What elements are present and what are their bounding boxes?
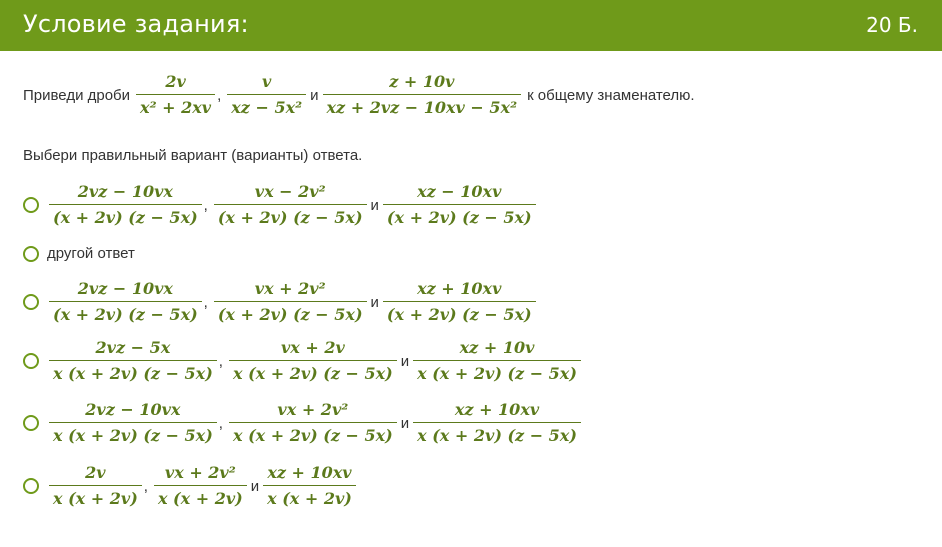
- option-fraction: [383, 182, 536, 228]
- comma-separator: ,: [218, 414, 223, 432]
- fraction-numerator: 2vz − 10vx: [77, 279, 173, 298]
- and-separator: и: [370, 196, 379, 214]
- answer-option-2[interactable]: [23, 245, 135, 262]
- radio-button[interactable]: [23, 415, 39, 431]
- answer-option-3[interactable]: [23, 279, 538, 325]
- fraction-numerator: vx + 2v²: [254, 279, 326, 298]
- fraction-denominator: xz − 5x²: [227, 94, 306, 118]
- answer-option-5[interactable]: [23, 400, 583, 446]
- fraction-numerator: 2v: [165, 72, 186, 91]
- option-fraction: [49, 279, 202, 325]
- task-fraction-1: [136, 72, 215, 118]
- option-fraction: [229, 400, 397, 446]
- task-statement: [23, 72, 699, 118]
- comma-separator: ,: [203, 196, 208, 214]
- answer-option-1[interactable]: [23, 182, 538, 228]
- task-suffix: к общему знаменателю.: [527, 86, 695, 104]
- fraction-numerator: vx + 2v: [280, 338, 345, 357]
- option-fraction: [154, 463, 247, 509]
- option-fraction: [49, 463, 142, 509]
- and-separator: и: [400, 352, 410, 370]
- option-text: другой ответ: [47, 245, 135, 262]
- comma-separator: ,: [143, 477, 148, 495]
- option-fraction: [413, 400, 581, 446]
- option-fraction: [263, 463, 356, 509]
- comma-separator: ,: [218, 352, 223, 370]
- fraction-denominator: x (x + 2v) (z − 5x): [229, 360, 397, 384]
- option-fraction: [383, 279, 536, 325]
- radio-button[interactable]: [23, 246, 39, 262]
- fraction-denominator: (x + 2v) (z − 5x): [214, 301, 367, 325]
- radio-button[interactable]: [23, 478, 39, 494]
- fraction-denominator: x (x + 2v) (z − 5x): [49, 422, 217, 446]
- radio-button[interactable]: [23, 353, 39, 369]
- fraction-denominator: (x + 2v) (z − 5x): [383, 301, 536, 325]
- fraction-denominator: (x + 2v) (z − 5x): [49, 301, 202, 325]
- option-fraction: [49, 182, 202, 228]
- option-fraction: [214, 182, 367, 228]
- and-separator: и: [370, 293, 379, 311]
- fraction-denominator: x (x + 2v) (z − 5x): [49, 360, 217, 384]
- header-title: Условие задания:: [23, 10, 249, 38]
- and-separator: и: [310, 86, 319, 104]
- fraction-denominator: x (x + 2v): [49, 485, 142, 509]
- fraction-numerator: vx − 2v²: [254, 182, 326, 201]
- comma-separator: ,: [217, 86, 222, 104]
- fraction-numerator: xz + 10v: [459, 338, 535, 357]
- fraction-numerator: 2vz − 5x: [95, 338, 171, 357]
- fraction-numerator: vx + 2v²: [164, 463, 236, 482]
- fraction-denominator: x (x + 2v) (z − 5x): [413, 360, 581, 384]
- fraction-numerator: 2v: [85, 463, 106, 482]
- fraction-denominator: x (x + 2v): [263, 485, 356, 509]
- radio-button[interactable]: [23, 197, 39, 213]
- points-badge: 20 Б.: [866, 13, 918, 37]
- fraction-denominator: (x + 2v) (z − 5x): [383, 204, 536, 228]
- fraction-denominator: (x + 2v) (z − 5x): [214, 204, 367, 228]
- fraction-denominator: x (x + 2v): [154, 485, 247, 509]
- fraction-denominator: x² + 2xv: [136, 94, 215, 118]
- option-fraction: [214, 279, 367, 325]
- task-prefix: Приведи дроби: [23, 86, 131, 104]
- fraction-denominator: x (x + 2v) (z − 5x): [229, 422, 397, 446]
- fraction-numerator: 2vz − 10vx: [77, 182, 173, 201]
- fraction-numerator: v: [262, 72, 272, 91]
- and-separator: и: [400, 414, 410, 432]
- task-fraction-2: [227, 72, 306, 118]
- fraction-numerator: xz + 10xv: [417, 279, 502, 298]
- fraction-denominator: (x + 2v) (z − 5x): [49, 204, 202, 228]
- option-fraction: [413, 338, 581, 384]
- answer-option-4[interactable]: [23, 338, 583, 384]
- fraction-numerator: xz − 10xv: [417, 182, 502, 201]
- task-header: [0, 0, 942, 51]
- comma-separator: ,: [203, 293, 208, 311]
- fraction-numerator: xz + 10xv: [454, 400, 540, 419]
- radio-button[interactable]: [23, 294, 39, 310]
- fraction-numerator: 2vz − 10vx: [85, 400, 181, 419]
- option-fraction: [49, 338, 217, 384]
- fraction-denominator: x (x + 2v) (z − 5x): [413, 422, 581, 446]
- fraction-denominator: xz + 2vz − 10xv − 5x²: [323, 94, 522, 118]
- fraction-numerator: z + 10v: [389, 72, 455, 91]
- answer-prompt: Выбери правильный вариант (варианты) ответа.: [23, 147, 363, 164]
- answer-option-6[interactable]: [23, 463, 358, 509]
- and-separator: и: [250, 477, 260, 495]
- task-fraction-3: [323, 72, 522, 118]
- fraction-numerator: vx + 2v²: [277, 400, 349, 419]
- fraction-numerator: xz + 10xv: [267, 463, 352, 482]
- option-fraction: [49, 400, 217, 446]
- option-fraction: [229, 338, 397, 384]
